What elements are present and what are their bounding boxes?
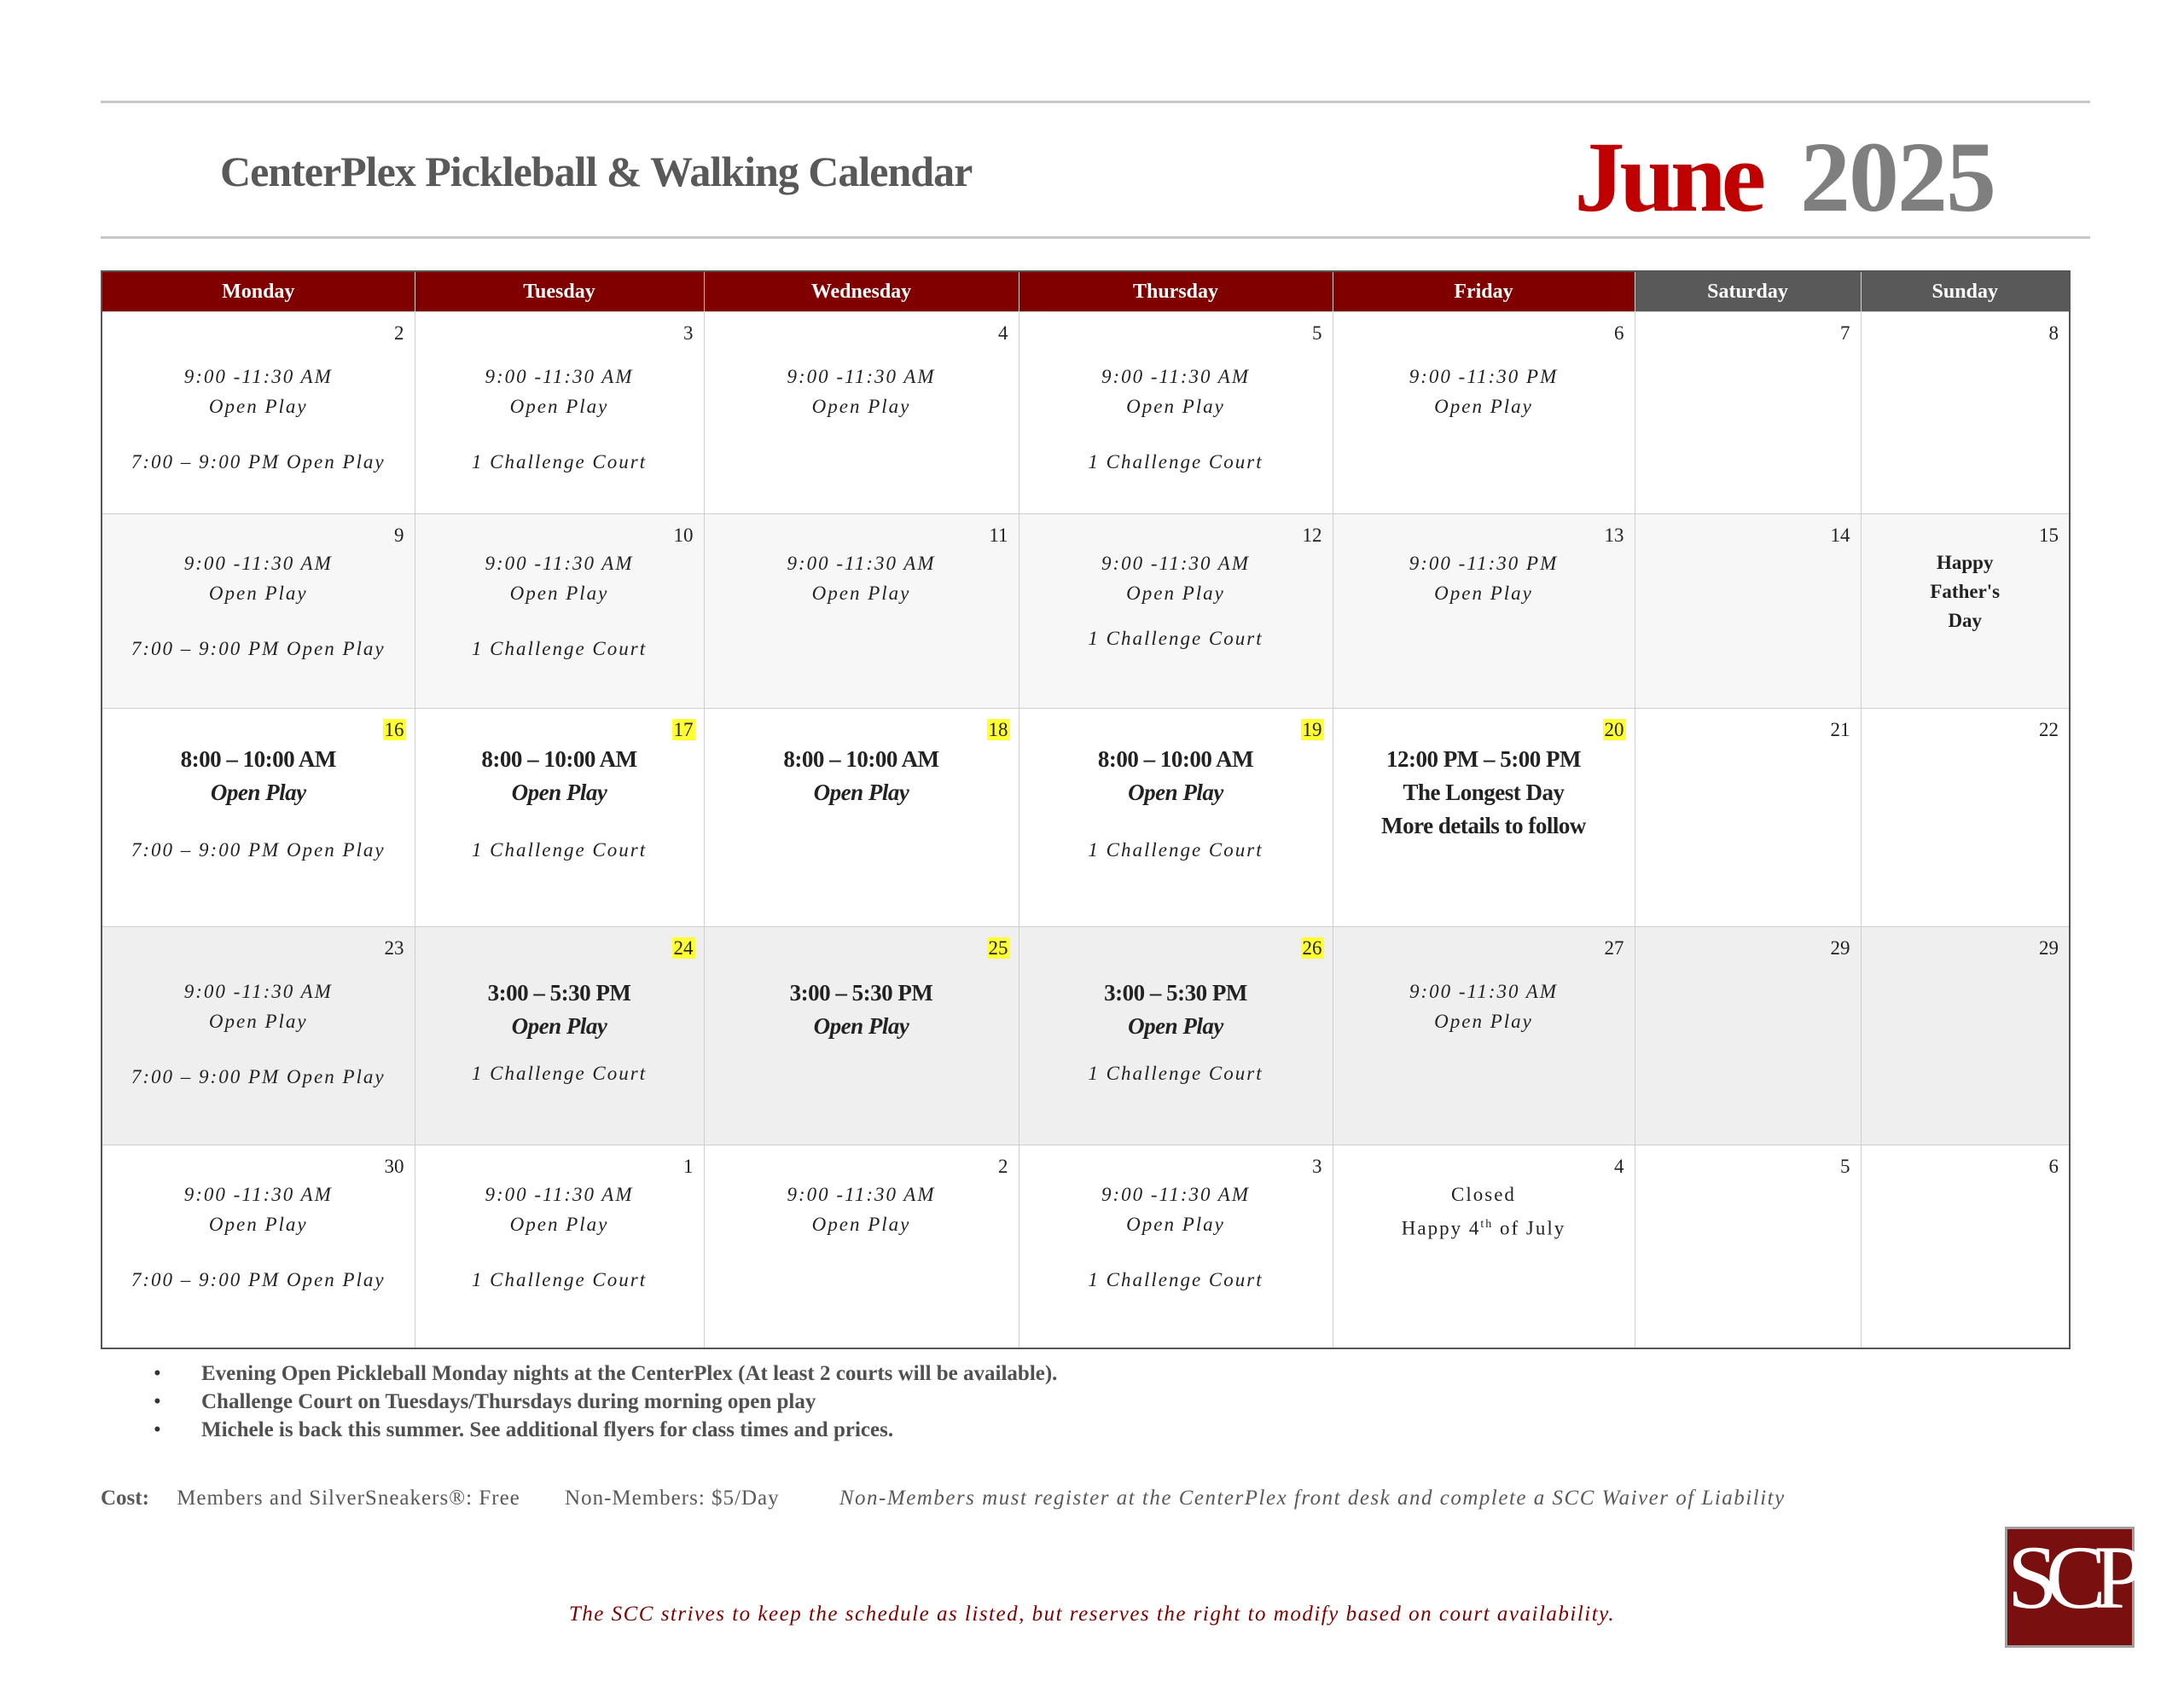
page-title: CenterPlex Pickleball & Walking Calendar: [220, 148, 973, 195]
day-number: 2: [998, 1156, 1008, 1177]
day-number: 11: [989, 525, 1008, 546]
challenge-court-note: 1 Challenge Court: [471, 1063, 648, 1084]
non-members-cost: Non-Members: $5/Day: [565, 1487, 780, 1510]
day-number: [713, 937, 1010, 961]
session-time: 9:00 -11:30 AM: [787, 1184, 936, 1205]
holiday-line: Happy: [1937, 552, 1994, 573]
day-highlight: 19: [1302, 719, 1322, 740]
day-cell: [1019, 927, 1333, 1145]
scp-logo: [2005, 1527, 2135, 1648]
session-time: 8:00 – 10:00 AM: [481, 746, 637, 772]
logo-text: SCP: [2007, 1528, 2133, 1627]
day-number: [424, 719, 695, 743]
day-number: [424, 937, 695, 961]
challenge-court-note: 1 Challenge Court: [471, 451, 648, 472]
session-type: Open Play: [1434, 583, 1533, 604]
closed-label: Closed: [1451, 1184, 1516, 1205]
day-number: 21: [1830, 719, 1850, 740]
session-type: Open Play: [1128, 1013, 1223, 1039]
day-cell: [415, 709, 704, 927]
session-type: Open Play: [813, 780, 909, 805]
session-time: 9:00 -11:30 AM: [485, 553, 634, 574]
day-number: 22: [2039, 719, 2059, 740]
session-time: 8:00 – 10:00 AM: [1097, 746, 1254, 772]
holiday-line: Father's: [1930, 581, 2001, 602]
day-cell: [1861, 1145, 2070, 1348]
day-highlight: 24: [673, 937, 694, 959]
challenge-court-note: 1 Challenge Court: [471, 1269, 648, 1290]
day-highlight: 25: [988, 937, 1008, 959]
session-time: 9:00 -11:30 AM: [183, 1184, 333, 1205]
event-name: The Longest Day: [1403, 780, 1565, 805]
day-number: 23: [384, 937, 404, 959]
session-type: Open Play: [509, 396, 609, 417]
day-number: 4: [1614, 1156, 1624, 1177]
session-type: Open Play: [813, 1013, 909, 1039]
weekday-wednesday: Wednesday: [704, 271, 1019, 312]
day-number: 12: [1302, 525, 1322, 546]
challenge-court-note: 1 Challenge Court: [1088, 1269, 1263, 1290]
weekday-thursday: Thursday: [1019, 271, 1333, 312]
day-cell: [1861, 312, 2070, 514]
session-type: Open Play: [511, 780, 607, 805]
day-cell: [1861, 514, 2070, 709]
day-number: 29: [1830, 937, 1850, 959]
day-cell: [102, 514, 415, 709]
top-rule: [101, 101, 2090, 103]
day-cell: [1019, 514, 1333, 709]
day-cell: [102, 709, 415, 927]
header-rule: [101, 236, 2090, 239]
session-type: Open Play: [1126, 396, 1225, 417]
day-cell: [102, 1145, 415, 1348]
challenge-court-note: 1 Challenge Court: [1088, 451, 1263, 472]
cost-line: [101, 1487, 1786, 1510]
day-number: 13: [1604, 525, 1624, 546]
day-cell: [102, 312, 415, 514]
day-cell: [1861, 927, 2070, 1145]
day-number: 5: [1312, 322, 1322, 344]
challenge-court-note: 1 Challenge Court: [1088, 628, 1263, 649]
day-cell: [415, 514, 704, 709]
notes-list: [154, 1359, 1057, 1444]
session-type: Open Play: [208, 1011, 308, 1032]
day-number: 6: [2048, 1156, 2059, 1177]
day-highlight: 16: [384, 719, 404, 740]
day-number: 6: [1614, 322, 1624, 344]
day-number: 30: [384, 1156, 404, 1177]
day-highlight: 26: [1302, 937, 1322, 959]
evening-session: 7:00 – 9:00 PM Open Play: [131, 839, 386, 861]
day-number: [1028, 937, 1324, 961]
day-cell: [1019, 312, 1333, 514]
registration-note: Non-Members must register at the CenterPlex front desk and complete a SCC Waiver of Liability: [839, 1487, 1786, 1510]
session-time: 3:00 – 5:30 PM: [789, 980, 933, 1006]
day-number: 15: [2039, 525, 2059, 546]
session-time: 9:00 -11:30 AM: [485, 366, 634, 387]
week-row-3: [102, 709, 2070, 927]
day-number: [111, 719, 406, 743]
session-time: 9:00 -11:30 PM: [1409, 553, 1559, 574]
day-cell: [1019, 1145, 1333, 1348]
session-time: 9:00 -11:30 AM: [1409, 981, 1559, 1002]
evening-session: 7:00 – 9:00 PM Open Play: [131, 451, 386, 472]
session-type: Open Play: [1128, 780, 1223, 805]
day-number: 3: [683, 322, 694, 344]
day-number: 7: [1840, 322, 1850, 344]
weekday-saturday: Saturday: [1635, 271, 1861, 312]
session-time: 9:00 -11:30 AM: [1101, 1184, 1251, 1205]
week-row-2: [102, 514, 2070, 709]
day-number: 5: [1840, 1156, 1850, 1177]
day-number: 3: [1312, 1156, 1322, 1177]
day-cell: [1635, 1145, 1861, 1348]
day-number: 1: [683, 1156, 694, 1177]
day-cell: [415, 1145, 704, 1348]
weekday-monday: Monday: [102, 271, 415, 312]
day-cell: [1333, 312, 1635, 514]
day-cell: [704, 1145, 1019, 1348]
session-time: 9:00 -11:30 AM: [183, 553, 333, 574]
day-number: 4: [998, 322, 1008, 344]
session-type: Open Play: [509, 583, 609, 604]
day-cell: [1635, 312, 1861, 514]
day-cell: [1019, 709, 1333, 927]
day-cell: [415, 312, 704, 514]
session-time: 9:00 -11:30 AM: [485, 1184, 634, 1205]
session-type: Open Play: [208, 396, 308, 417]
day-cell: [704, 927, 1019, 1145]
day-cell: [704, 514, 1019, 709]
day-cell: [1333, 1145, 1635, 1348]
session-time: 9:00 -11:30 AM: [183, 981, 333, 1002]
session-time: 9:00 -11:30 AM: [183, 366, 333, 387]
day-cell: [102, 927, 415, 1145]
session-type: Open Play: [1434, 1011, 1533, 1032]
session-time: 9:00 -11:30 PM: [1409, 366, 1559, 387]
challenge-court-note: 1 Challenge Court: [471, 638, 648, 659]
day-cell: [1861, 709, 2070, 927]
day-highlight: 20: [1604, 719, 1624, 740]
evening-session: 7:00 – 9:00 PM Open Play: [131, 1066, 386, 1087]
session-time: 8:00 – 10:00 AM: [783, 746, 939, 772]
disclaimer: The SCC strives to keep the schedule as listed, but reserves the right to modify based on court availability.: [568, 1603, 1616, 1626]
day-cell: [1333, 514, 1635, 709]
holiday-line: Day: [1948, 610, 1983, 631]
day-number: 29: [2039, 937, 2059, 959]
event-time: 12:00 PM – 5:00 PM: [1386, 746, 1581, 772]
day-cell: [1635, 927, 1861, 1145]
day-cell: [704, 312, 1019, 514]
challenge-court-note: 1 Challenge Court: [471, 839, 648, 861]
weekday-sunday: Sunday: [1861, 271, 2070, 312]
holiday-note: Happy 4th of July: [1401, 1217, 1566, 1239]
day-number: 14: [1830, 525, 1850, 546]
note-item: • Michele is back this summer. See additional flyers for class times and prices.: [154, 1416, 1057, 1444]
cost-label: Cost:: [101, 1487, 149, 1510]
week-row-4: [102, 927, 2070, 1145]
day-number: 2: [394, 322, 404, 344]
session-type: Open Play: [208, 583, 308, 604]
day-cell: [1635, 514, 1861, 709]
session-time: 3:00 – 5:30 PM: [487, 980, 631, 1006]
challenge-court-note: 1 Challenge Court: [1088, 1063, 1263, 1084]
evening-session: 7:00 – 9:00 PM Open Play: [131, 1269, 386, 1290]
day-cell: [1333, 927, 1635, 1145]
session-type: Open Play: [1126, 583, 1225, 604]
session-type: Open Play: [1126, 1214, 1225, 1235]
day-cell: [1333, 709, 1635, 927]
calendar-grid: [101, 270, 2071, 1349]
day-number: [1342, 719, 1626, 743]
note-item: • Evening Open Pickleball Monday nights at the CenterPlex (At least 2 courts will be available).: [154, 1359, 1057, 1388]
session-type: Open Play: [509, 1214, 609, 1235]
weekday-friday: Friday: [1333, 271, 1635, 312]
note-item: • Challenge Court on Tuesdays/Thursdays during morning open play: [154, 1388, 1057, 1416]
day-number: [1028, 719, 1324, 743]
session-type: Open Play: [208, 1214, 308, 1235]
week-row-1: [102, 312, 2070, 514]
day-highlight: 18: [988, 719, 1008, 740]
session-time: 3:00 – 5:30 PM: [1104, 980, 1247, 1006]
day-number: 9: [394, 525, 404, 546]
members-cost: Members and SilverSneakers®: Free: [177, 1487, 520, 1510]
session-type: Open Play: [1434, 396, 1533, 417]
session-type: Open Play: [811, 1214, 911, 1235]
session-time: 9:00 -11:30 AM: [1101, 366, 1251, 387]
day-cell: [704, 709, 1019, 927]
session-time: 9:00 -11:30 AM: [787, 553, 936, 574]
year-label: 2025: [1800, 121, 1995, 233]
event-more: More details to follow: [1381, 813, 1586, 838]
day-number: [713, 719, 1010, 743]
day-cell: [415, 927, 704, 1145]
session-type: Open Play: [210, 780, 306, 805]
day-number: 8: [2048, 322, 2059, 344]
day-highlight: 17: [673, 719, 694, 740]
month-year: [1574, 119, 1995, 235]
session-type: Open Play: [811, 396, 911, 417]
session-time: 8:00 – 10:00 AM: [180, 746, 336, 772]
weekday-tuesday: Tuesday: [415, 271, 704, 312]
day-number: 27: [1604, 937, 1624, 959]
session-type: Open Play: [511, 1013, 607, 1039]
evening-session: 7:00 – 9:00 PM Open Play: [131, 638, 386, 659]
month-label: June: [1574, 121, 1761, 233]
session-time: 9:00 -11:30 AM: [787, 366, 936, 387]
week-row-5: [102, 1145, 2070, 1348]
weekday-header-row: [102, 271, 2070, 312]
day-number: 10: [673, 525, 694, 546]
session-time: 9:00 -11:30 AM: [1101, 553, 1251, 574]
day-cell: [1635, 709, 1861, 927]
challenge-court-note: 1 Challenge Court: [1088, 839, 1263, 861]
session-type: Open Play: [811, 583, 911, 604]
